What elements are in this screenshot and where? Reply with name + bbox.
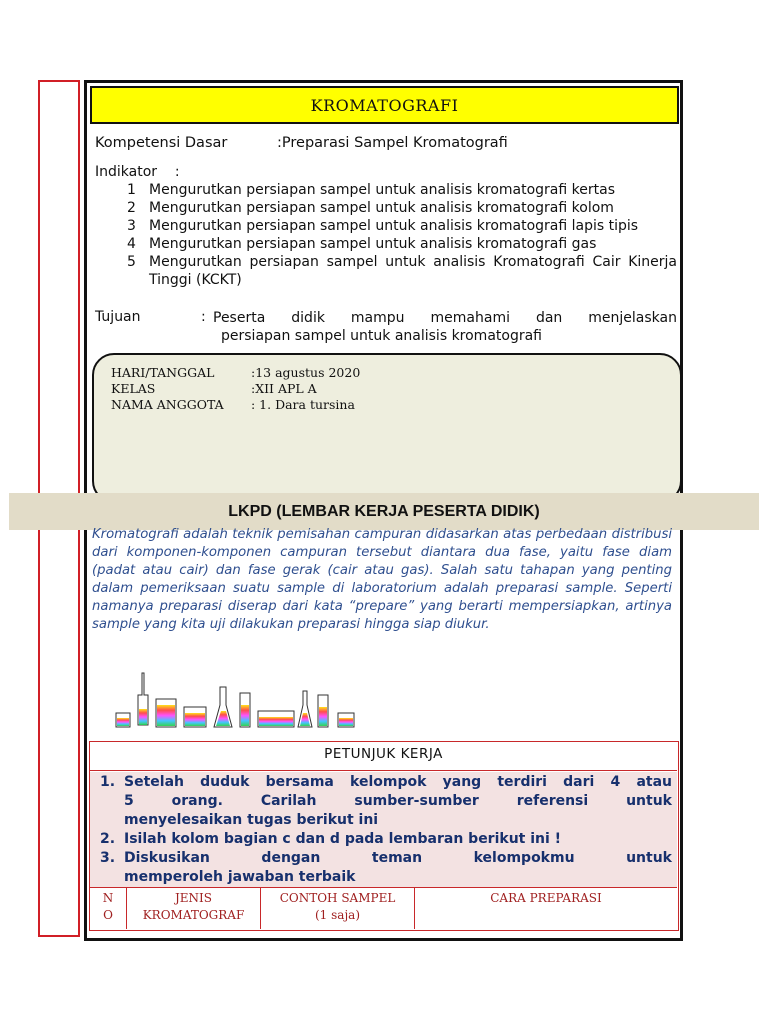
tujuan-label: Tujuan (95, 309, 141, 325)
petunjuk-body (90, 772, 677, 888)
hari-row: HARI/TANGGAL :13 agustus 2020 (111, 365, 361, 380)
tujuan-colon: : (201, 309, 206, 325)
nama-row: NAMA ANGGOTA : 1. Dara tursina (111, 397, 355, 412)
list-item: 3. Diskusikan dengan teman kelompokmu untuk memperoleh jawaban terbaik (100, 850, 672, 885)
list-item: 2 Mengurutkan persiapan sampel untuk analisis kromatografi kolom (127, 200, 614, 216)
petunjuk-kerja-table (89, 741, 679, 931)
col-cara: CARA PREPARASI (490, 891, 602, 905)
list-item: 3 Mengurutkan persiapan sampel untuk analisis kromatografi lapis tipis (127, 218, 639, 234)
petunjuk-header: PETUNJUK KERJA (90, 742, 677, 771)
col-contoh: CONTOH SAMPEL (1 saja) (261, 888, 415, 929)
list-item: 1. Setelah duduk bersama kelompok yang terdiri dari 4 atau 5 orang. Carilah sumber-sumber referensi untuk menyelesaikan tugas berikut ini (100, 774, 672, 828)
col-jenis: JENIS KROMATOGRAF (127, 888, 261, 929)
identity-box (92, 353, 682, 503)
kompetensi-dasar (95, 135, 508, 151)
kompetensi-value: :Preparasi Sampel Kromatografi (277, 135, 508, 151)
page-title: KROMATOGRAFI (90, 86, 679, 124)
indikator-list (127, 181, 677, 289)
indikator-label: Indikator : (95, 164, 180, 180)
tujuan-text: Peserta didik mampu memahami dan menjelaskan persiapan sampel untuk analisis kromatografi (213, 310, 677, 344)
list-item: 4 Mengurutkan persiapan sampel untuk analisis kromatografi gas (127, 236, 597, 252)
kelas-row: KELAS :XII APL A (111, 381, 317, 396)
lkpd-banner: LKPD (LEMBAR KERJA PESERTA DIDIK) (9, 493, 759, 530)
lab-glassware-illustration (112, 665, 368, 735)
intro-paragraph: Kromatografi adalah teknik pemisahan campuran didasarkan atas perbedaan distribusi dari komponen-komponen campuran tersebut diantara dua fase, yaitu fase diam (padat atau cair) dan fase gerak (cair atau gas). Salah satu tahapan yang penting dalam pemeriksaan suatu sample di laboratorium adalah preparasi sample. Seperti namanya preparasi diserap dari kata “prepare” yang berarti mempersiapkan, artinya sample yang kita uji dilakukan preparasi hingga siap diukur. (92, 527, 672, 632)
kompetensi-label: Kompetensi Dasar (95, 135, 228, 151)
list-item: 5 Mengurutkan persiapan sampel untuk analisis Kromatografi Cair Kinerja Tinggi (KCKT) (127, 254, 677, 288)
col-no: N O (90, 888, 127, 929)
list-item: 2. Isilah kolom bagian c dan d pada lembaran berikut ini ! (100, 831, 562, 847)
list-item: 1 Mengurutkan persiapan sampel untuk analisis kromatografi kertas (127, 182, 615, 198)
table-header-row (90, 888, 677, 929)
